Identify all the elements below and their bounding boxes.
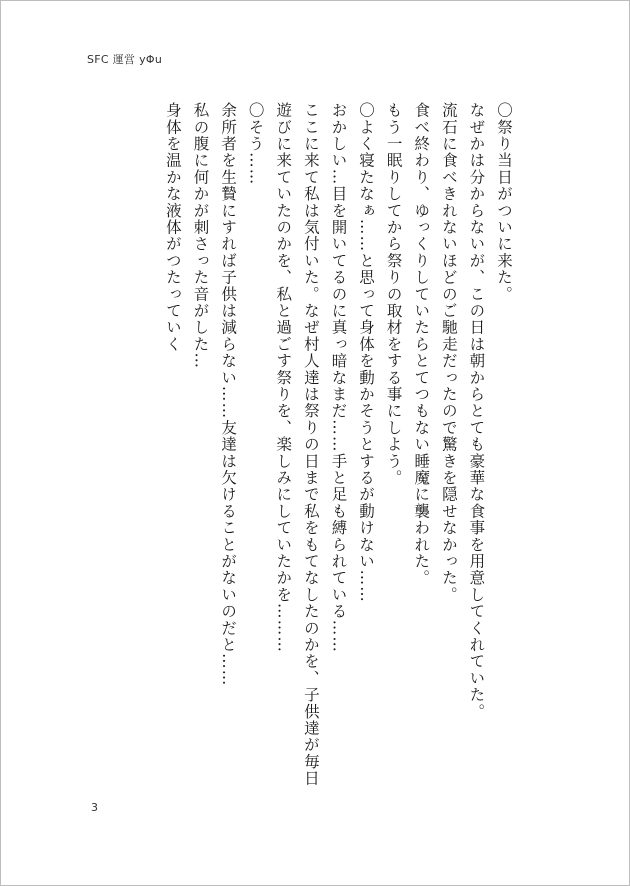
text-line: もう一眠りしてから祭りの取材をする事にしよう。 [384, 102, 403, 487]
text-line: 〇祭り当日がついに来た。 [495, 102, 513, 303]
text-line: おかしい…目を開いてるのに真っ暗なまだ……手と足も縛られている…… [329, 102, 348, 654]
text-line: 〇そう…… [246, 102, 265, 186]
running-header: SFC 運営 yΦu [87, 53, 163, 66]
text-line: 〇よく寝たなぁ……と思って身体を動かそうとするが動けない…… [357, 102, 376, 603]
text-line: 余所者を生贄にすれば子供は減らない……友達は欠けることがないのだと…… [219, 102, 238, 687]
text-line: 食べ終わり、ゆっくりしていたらとてつもない睡魔に襲われた。 [412, 102, 431, 587]
text-line: なぜかは分からないが、この日は朝からとても豪華な食事を用意してくれていた。 [467, 102, 486, 720]
text-line: 私の腹に何かが刺さった音がした… [191, 102, 210, 370]
text-line: 身体を温かな液体がつたっていく [163, 102, 182, 353]
vertical-body-text [158, 102, 517, 787]
text-line: 遊びに来ていたのかを、私と過ごす祭りを、楽しみにしていたかを……… [274, 102, 293, 654]
page-number: 3 [91, 801, 98, 814]
text-line: 流石に食べきれないほどのご馳走だったので驚きを隠せなかった。 [439, 102, 458, 603]
text-line: ここに来て私は気付いた。なぜ村人達は祭りの日まで私をもてなしたのかを、子供達が毎日 [301, 102, 320, 787]
